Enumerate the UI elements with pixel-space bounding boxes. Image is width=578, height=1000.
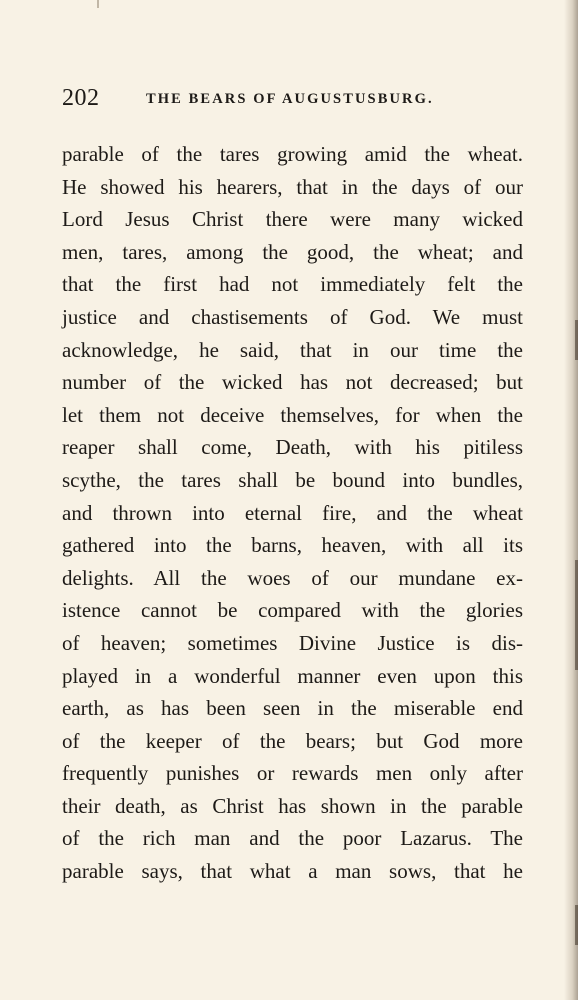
text-line: of the rich man and the poor Lazarus. The — [62, 826, 523, 851]
text-line: delights. All the woes of our mundane ex- — [62, 565, 523, 590]
print-speck — [97, 0, 99, 8]
running-head: THE BEARS OF AUGUSTUSBURG. — [146, 91, 434, 107]
text-line: their death, as Christ has shown in the parable — [62, 793, 523, 818]
text-line: parable of the tares growing amid the wheat. — [62, 142, 523, 166]
text-line: of the keeper of the bears; but God more — [62, 728, 523, 753]
text-line: scythe, the tares shall be bound into bundles, — [62, 467, 523, 492]
text-line: men, tares, among the good, the wheat; and — [62, 239, 523, 264]
text-line: parable says, that what a man sows, that he — [62, 859, 523, 884]
page-number: 202 — [62, 85, 100, 111]
text-line: number of the wicked has not decreased; but — [62, 370, 523, 395]
text-line: frequently punishes or rewards men only after — [62, 761, 523, 786]
text-line: gathered into the barns, heaven, with all its — [62, 533, 523, 558]
text-line: reaper shall come, Death, with his pitiless — [62, 435, 523, 460]
text-line: that the first had not immediately felt the — [62, 272, 523, 297]
text-line: of heaven; sometimes Divine Justice is dis- — [62, 630, 523, 655]
text-line: justice and chastisements of God. We must — [62, 304, 523, 329]
page-edge-shadow — [564, 0, 578, 1000]
text-line: istence cannot be compared with the glories — [62, 598, 523, 623]
body-text — [62, 138, 523, 888]
text-line: let them not deceive themselves, for when the — [62, 402, 523, 427]
text-line: played in a wonderful manner even upon this — [62, 663, 523, 688]
page-header — [62, 84, 532, 114]
text-line: Lord Jesus Christ there were many wicked — [62, 207, 523, 232]
text-line: He showed his hearers, that in the days of our — [62, 174, 523, 199]
text-line: earth, as has been seen in the miserable end — [62, 696, 523, 721]
text-line: and thrown into eternal fire, and the wheat — [62, 500, 523, 525]
text-line: acknowledge, he said, that in our time the — [62, 337, 523, 362]
